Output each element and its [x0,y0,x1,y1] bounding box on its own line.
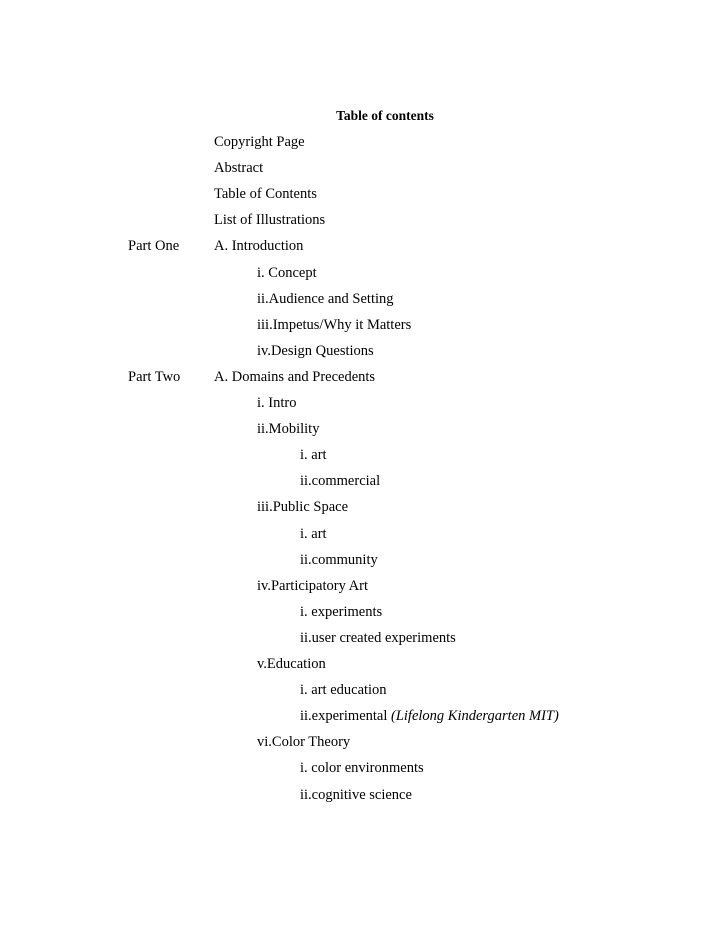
toc-subsubentry: i. art [300,447,327,464]
entry-note: (Lifelong Kindergarten MIT) [391,708,559,725]
toc-row [0,289,728,309]
toc-row [0,758,728,778]
toc-row [0,445,728,465]
toc-entry: Copyright Page [214,134,305,150]
toc-row [0,315,728,335]
toc-row [0,654,728,674]
toc-subentry: iv.Participatory Art [257,577,369,594]
toc-row [0,132,728,152]
toc-entry: Table of Contents [214,186,317,203]
toc-row [0,550,728,570]
toc-row [0,471,728,491]
part-label: Part Two [128,368,181,385]
toc-subentry: ii.Mobility [257,421,320,438]
section-heading: A. Domains and Precedents [214,368,376,385]
part-label: Part One [128,238,180,255]
toc-subsubentry: i. color environments [300,760,424,777]
toc-subsubentry: ii.user created experiments [300,629,456,646]
toc-subsubentry: i. art [300,525,327,542]
toc-subentry: i. Concept [257,264,317,281]
toc-row [0,524,728,544]
toc-row [0,393,728,413]
toc-subentry: iii.Impetus/Why it Matters [257,316,412,333]
toc-subentry: vi.Color Theory [257,734,351,751]
toc-subsubentry: ii.community [300,551,378,568]
toc-subsubentry: ii.commercial [300,473,381,490]
toc-subsubentry: ii.cognitive science [300,786,412,803]
toc-row [0,419,728,439]
toc-subentry: i. Intro [257,395,297,411]
section-heading: A. Introduction [214,238,304,255]
toc-subsubentry: i. experiments [300,603,383,620]
toc-row [0,263,728,283]
toc-entry: List of Illustrations [214,212,326,229]
toc-subentry: ii.Audience and Setting [257,290,394,307]
toc-row [0,184,728,204]
toc-subentry: iv.Design Questions [257,342,374,359]
toc-subentry: v.Education [257,656,326,672]
toc-entry: Abstract [214,160,264,177]
toc-row [0,236,728,256]
entry-label: ii.experimental [300,708,388,725]
toc-subsubentry: i. art education [300,682,387,699]
toc-row [0,576,728,596]
toc-row [0,785,728,805]
toc-row [0,497,728,517]
toc-row [0,602,728,622]
toc-row [0,367,728,387]
toc-subsubentry [300,706,559,726]
toc-title: Table of contents [336,108,434,123]
toc-row [0,628,728,648]
toc-row [0,210,728,230]
toc-row [0,732,728,752]
toc-row [0,341,728,361]
toc-subentry: iii.Public Space [257,499,349,516]
toc-row [0,680,728,700]
toc-row [0,706,728,726]
toc-row [0,158,728,178]
